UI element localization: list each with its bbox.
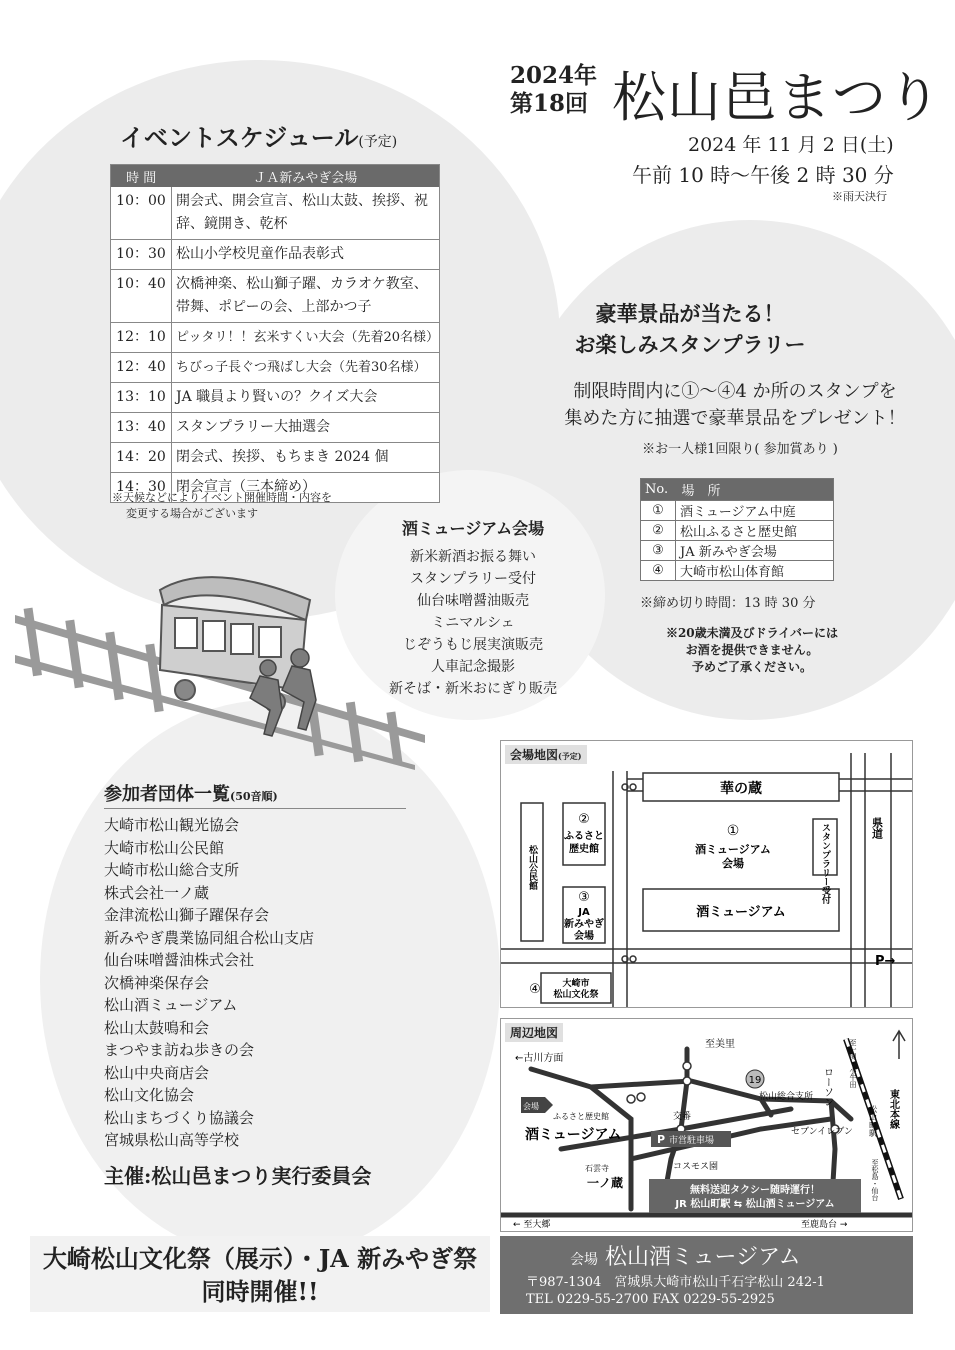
- schedule-time: 10：40: [111, 270, 172, 323]
- map-spot-2-num: ②: [578, 812, 590, 827]
- spot-no: ④: [641, 561, 676, 581]
- participants-title: [104, 780, 278, 806]
- schedule-note-line: ※天候などによりイベント開催時間・内容を: [112, 491, 332, 504]
- map-rekishi: ふるさと歴史館: [553, 1112, 609, 1121]
- list-item: 人車記念撮影: [431, 659, 515, 675]
- alcohol-note: [642, 625, 862, 676]
- participants-list: [104, 814, 314, 1152]
- map-station: 松山町駅: [868, 1105, 878, 1137]
- map-sendai: 至松島・仙台: [871, 1159, 879, 1201]
- schedule-event: 閉会式、挨拶、もちまき 2024 個: [172, 443, 440, 473]
- route-number: 19: [748, 1075, 762, 1086]
- schedule-event: スタンプラリー大抽選会: [172, 413, 440, 443]
- venue-phone: TEL 0229-55-2700 FAX 0229-55-2925: [526, 1292, 775, 1307]
- spot-place: JA 新みやぎ会場: [676, 541, 834, 561]
- event-title: 松山邑まつり: [612, 66, 942, 129]
- list-item: 大崎市松山総合支所: [104, 861, 240, 879]
- event-edition: 第18回: [510, 90, 589, 117]
- map-otaki: ← 至大郷: [513, 1220, 551, 1230]
- spot-no: ③: [641, 541, 676, 561]
- spots-col-place: 場 所: [676, 479, 834, 501]
- map-parking-symbol: P: [657, 1133, 666, 1146]
- map-kominkan: 松山公民館: [527, 845, 537, 890]
- list-item: 松山文化協会: [104, 1086, 195, 1104]
- table-row: [111, 413, 440, 443]
- schedule-event: 次橋神楽、松山獅子躍、カラオケ教室、帯舞、ポピーの会、上部かつ子: [172, 270, 440, 323]
- map-ichinoseki: 至一関・小牛田: [849, 1039, 857, 1088]
- map-spot-3-b: 新みやぎ: [564, 919, 604, 930]
- list-item: 大崎市松山観光協会: [104, 816, 240, 834]
- rain-note: ※雨天決行: [832, 190, 887, 203]
- schedule-event: ちびっ子長ぐつ飛ばし大会（先着30名様）: [172, 353, 440, 383]
- schedule-title: [120, 118, 397, 153]
- taxi-note-2: JR 松山町駅 ⇆ 松山酒ミュージアム: [675, 1199, 835, 1210]
- venue-contact: [526, 1274, 825, 1308]
- map-cosmos: コスモス園: [673, 1162, 719, 1172]
- map-lawson: ローソン: [821, 1067, 833, 1107]
- participants-title-note: (50音順): [230, 790, 278, 803]
- map-museum: 酒ミュージアム: [525, 1127, 622, 1143]
- event-year: 2024年: [510, 62, 598, 89]
- map-spot-4-b: 松山文化祭: [553, 990, 599, 1000]
- table-row: [641, 521, 834, 541]
- list-item: 新米新酒お振る舞い: [410, 549, 536, 565]
- venue-map-drawing: [501, 741, 912, 1007]
- list-item: 新そば・新米おにぎり販売: [389, 681, 557, 697]
- schedule-title-note: (予定): [358, 134, 398, 150]
- table-row: [641, 561, 834, 581]
- schedule-note-line: 変更する場合がございます: [126, 507, 258, 520]
- participants-title-text: 参加者団体一覧: [104, 784, 230, 805]
- stamp-description: [530, 378, 940, 432]
- schedule-time: 12：10: [111, 323, 172, 353]
- area-map-title: 周辺地図: [505, 1023, 563, 1042]
- map-mibi: 至美里: [705, 1039, 735, 1050]
- table-row: [111, 187, 440, 240]
- map-koban: 交番: [673, 1112, 692, 1122]
- schedule-col-time: 時 間: [111, 165, 172, 188]
- map-spot-2-b: 歴史館: [569, 844, 599, 855]
- schedule-event: 閉会宣言（三本締め）: [172, 473, 440, 503]
- stamp-headline-2: お楽しみスタンプラリー: [574, 332, 806, 357]
- stamp-deadline: ※締め切り時間：13 時 30 分: [640, 596, 816, 611]
- map-spot-3-a: JA: [578, 907, 590, 918]
- venue-map: [500, 740, 913, 1008]
- area-map-drawing: [501, 1019, 912, 1231]
- schedule-time: 14：30: [111, 473, 172, 503]
- concurrent-event-banner: [30, 1236, 490, 1312]
- spot-place: 酒ミュージアム中庭: [676, 501, 834, 521]
- map-spot-4-a: 大崎市: [562, 979, 590, 989]
- map-sogo: 松山総合支所: [759, 1092, 814, 1102]
- alcohol-note-line: 予めご了承ください。: [691, 660, 812, 674]
- rail-car-illustration: [10, 560, 430, 770]
- list-item: 宮城県松山高等学校: [104, 1131, 240, 1149]
- table-row: [111, 443, 440, 473]
- map-hananokura: 華の蔵: [720, 781, 762, 797]
- list-item: 松山酒ミュージアム: [104, 996, 238, 1014]
- map-parking: P→: [875, 954, 896, 969]
- venue-title: [570, 1240, 801, 1271]
- schedule-event: 松山小学校児童作品表彰式: [172, 240, 440, 270]
- schedule-col-venue: ＪＡ新みやぎ会場: [172, 165, 440, 188]
- map-seven: セブンイレブン: [791, 1127, 853, 1137]
- venue-label: 会場: [570, 1252, 598, 1268]
- schedule-time: 12：40: [111, 353, 172, 383]
- stamp-limit-note: ※お一人様1回限り( 参加賞あり ): [642, 442, 838, 457]
- schedule-event: 開会式、開会宣言、松山太鼓、挨拶、祝辞、鏡開き、乾杯: [172, 187, 440, 240]
- venue-info: [500, 1236, 913, 1314]
- stamp-spots-table: [640, 478, 834, 581]
- spots-header-row: [641, 479, 834, 501]
- venue-map-title-note: (予定): [558, 751, 582, 761]
- map-spot-3-num: ③: [578, 890, 590, 905]
- list-item: 仙台味噌醤油販売: [417, 593, 529, 609]
- venue-map-title-text: 会場地図: [510, 748, 559, 762]
- table-row: [111, 323, 440, 353]
- table-row: [111, 383, 440, 413]
- list-item: じぞうもじ展実演販売: [403, 637, 543, 653]
- list-item: 仙台味噌醤油株式会社: [104, 951, 255, 969]
- list-item: 次橋神楽保存会: [104, 973, 210, 992]
- list-item: 松山太鼓鳴和会: [104, 1018, 210, 1037]
- map-spot-4-num: ④: [529, 982, 541, 997]
- stamp-headline: [560, 298, 820, 360]
- venue-name: 松山酒ミュージアム: [605, 1245, 801, 1270]
- schedule-time: 13：10: [111, 383, 172, 413]
- list-item: スタンプラリー受付: [410, 571, 536, 587]
- schedule-time: 10：30: [111, 240, 172, 270]
- spot-no: ①: [641, 501, 676, 521]
- north-icon: [893, 1031, 905, 1059]
- stamp-desc-1: 制限時間内に①〜④4 か所のスタンプを: [573, 381, 897, 402]
- list-item: 金津流松山獅子躍保存会: [104, 906, 270, 924]
- schedule-time: 10：00: [111, 187, 172, 240]
- list-item: まつやま訪ね歩きの会: [104, 1041, 255, 1059]
- area-map: [500, 1018, 913, 1232]
- map-sekiun: 石雲寺: [585, 1164, 609, 1173]
- map-line: 東北本線: [887, 1089, 899, 1129]
- alcohol-note-line: ※20歳未満及びドライバーには: [665, 626, 839, 640]
- table-row: [111, 270, 440, 323]
- schedule-time: 13：40: [111, 413, 172, 443]
- table-row: [641, 541, 834, 561]
- list-item: 大崎市松山公民館: [104, 838, 225, 857]
- map-stamp-desk: スタンプラリー受付: [820, 823, 830, 904]
- museum-venue-title: 酒ミュージアム会場: [401, 519, 545, 538]
- map-parking-label: 市営駐車場: [669, 1136, 715, 1146]
- map-ichinokura: 一ノ蔵: [587, 1176, 624, 1190]
- map-museum: 酒ミュージアム: [696, 905, 786, 920]
- spot-place: 大崎市松山体育館: [676, 561, 834, 581]
- event-date: 2024 年 11 月 2 日(土): [688, 134, 894, 156]
- schedule-time: 14：20: [111, 443, 172, 473]
- venue-address: 〒987-1304 宮城県大崎市松山千石字松山 242-1: [526, 1275, 825, 1290]
- spots-col-no: No.: [641, 479, 676, 501]
- schedule-title-text: イベントスケジュール: [120, 123, 359, 152]
- banner-line-1: 大崎松山文化祭（展示）・JA 新みやぎ祭: [42, 1244, 478, 1273]
- list-item: 株式会社一ノ蔵: [104, 883, 210, 902]
- taxi-note-1: 無料送迎タクシー随時運行！: [690, 1185, 820, 1196]
- spot-no: ②: [641, 521, 676, 541]
- list-item: 松山まちづくり協議会: [104, 1108, 254, 1127]
- alcohol-note-line: お酒を提供できません。: [685, 643, 819, 657]
- list-item: 新みやぎ農業協同組合松山支店: [104, 928, 315, 947]
- map-spot-3-c: 会場: [574, 931, 594, 942]
- map-venue-tag: 会場: [523, 1102, 539, 1111]
- divider: [104, 808, 406, 809]
- stamp-desc-2: 集めた方に抽選で豪華景品をプレゼント！: [564, 408, 906, 429]
- stamp-headline-1: 豪華景品が当たる！: [595, 301, 785, 326]
- list-item: 松山中央商店会: [104, 1063, 210, 1082]
- event-time: 午前 10 時〜午後 2 時 30 分: [632, 163, 894, 187]
- spot-place: 松山ふるさと歴史館: [676, 521, 834, 541]
- schedule-table: [110, 164, 440, 503]
- map-kendo: 県道: [870, 817, 884, 839]
- schedule-event: JA 職員より賢いの？クイズ大会: [172, 383, 440, 413]
- map-spot-1-b: 会場: [722, 857, 744, 870]
- map-spot-2-a: ふるさと: [564, 831, 604, 842]
- list-item: ミニマルシェ: [431, 615, 515, 631]
- schedule-event: ピッタリ！！玄米すくい大会（先着20名様）: [172, 323, 440, 353]
- schedule-header-row: [111, 165, 440, 188]
- banner-line-2: 同時開催!!: [201, 1277, 319, 1306]
- organizer: 主催:松山邑まつり実行委員会: [104, 1164, 372, 1188]
- map-spot-1-num: ①: [726, 823, 740, 839]
- table-row: [111, 353, 440, 383]
- table-row: [641, 501, 834, 521]
- map-furukawa: ←古川方面: [515, 1053, 564, 1064]
- map-kashima: 至鹿島台 →: [801, 1220, 848, 1230]
- schedule-note: [112, 490, 332, 522]
- edition-block: [510, 62, 597, 118]
- table-row: [111, 240, 440, 270]
- map-spot-1-a: 酒ミュージアム: [695, 843, 771, 856]
